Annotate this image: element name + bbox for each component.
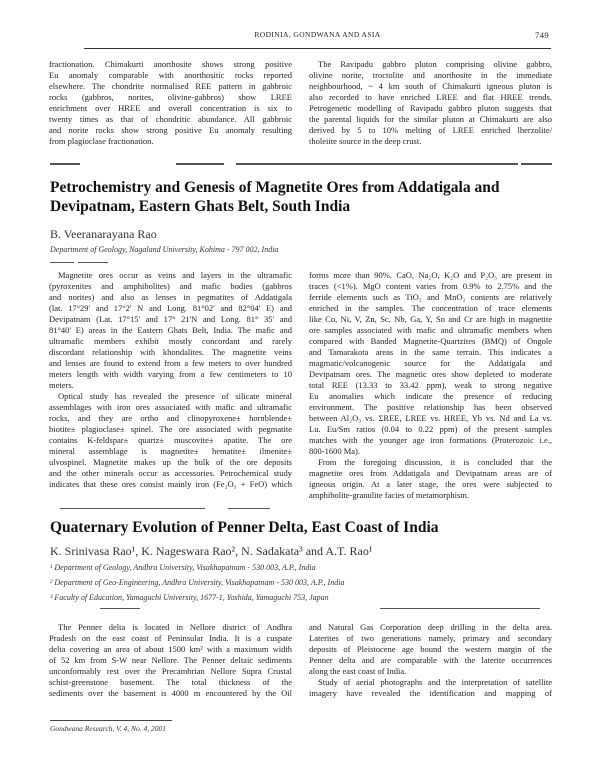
text-line: rocks (gabbros, norites, olivine-gabbros) show LREE	[49, 92, 292, 102]
divider	[228, 508, 270, 509]
text-line: schist-greenstone basement. The total thickness of the	[49, 677, 292, 687]
journal-footer: Gondwana Research, V. 4, No. 4, 2001	[50, 724, 167, 733]
text-line: amphibolite-granulite facies of metamorphism.	[309, 490, 470, 500]
divider	[50, 262, 74, 263]
text-line: along the east coast of India.	[309, 666, 407, 676]
header-rule	[84, 48, 551, 49]
text-line: Devipatnam (Lat. 17°15' and 17° 21'N and Long. 81° 35' and	[49, 314, 292, 324]
text-line: From the foregoing discussion, it is concluded that the	[318, 457, 552, 467]
text-line: biotite± plagioclase± spinel. The ore associated with pegmatite	[49, 424, 292, 434]
article1-title-line: Devipatnam, Eastern Ghats Belt, South India	[50, 198, 351, 215]
text-line: Penner delta and are comparable with the laterite occurrences	[309, 655, 552, 665]
text-line: derived by 5 to 10% melting of LREE enriched lherzolite/	[309, 125, 552, 135]
text-line: neighbourhood, ~ 4 km south of Chimakurti igneous pluton is	[309, 81, 552, 91]
text-line: Petrogenetic modelling of Ravipadu gabbro pluton suggests that	[309, 103, 552, 113]
article1-affiliation: Department of Geology, Nagaland University, Kohima - 797 002, India	[50, 245, 279, 254]
article1-title-line: Petrochemistry and Genesis of Magnetite Ores from Addatigala and	[50, 179, 500, 196]
text-line: 800-1600 Ma).	[309, 446, 360, 456]
text-line: Magnetite ores occur as veins and layers in the ultramafic	[58, 270, 292, 280]
text-line: from plagioclase fractionation.	[49, 136, 154, 146]
footer-rule	[50, 720, 172, 721]
text-line: like Co, Ni, V, Zn, Sc, Nb, Ga, Y, Sn and Cr are high in magnetite	[309, 314, 552, 324]
text-line: deposits of Pleistocene age bound the western margin of the	[309, 644, 552, 654]
text-line: imagery have revealed the identification and mapping of	[309, 688, 552, 698]
text-line: (lat. 17°29' and 17°2' N and Long. 81°02' and 82°04' E) and	[49, 303, 292, 313]
text-line: twenty times as that of chondritic abundance. All gabbroic	[49, 114, 292, 124]
divider	[100, 608, 140, 609]
text-line: igneous origin. At a later stage, the ores were subjected to	[309, 479, 552, 489]
text-line: olivine norite, troctolite and anorthosite in the immediate	[309, 70, 552, 80]
running-header	[84, 30, 551, 44]
text-line: rocks, and they are ortho and clinopyroxene± hornblende±	[49, 413, 292, 423]
text-line: discordant relationship with khondalites. The magnetite veins	[49, 347, 292, 357]
text-line: forms more than 90%. CaO, Na₂O, K₂O and P₂O₅ are present in	[309, 270, 552, 280]
text-line: delta covering an area of about 1500 km² with a maximum width	[49, 644, 292, 654]
article1-title	[50, 178, 499, 216]
text-line: Eu anomalies which indicate the presence of reducing	[309, 391, 552, 401]
text-line: the parental liquids for the similar pluton at Chimakurti are also	[309, 114, 552, 124]
text-line: magmatic/volcanogenic source for the Addatigala and	[309, 358, 552, 368]
text-line: ultramafic members exhibit mostly concordant and rarely	[49, 336, 292, 346]
text-line: matches with the younger age iron formations (Proterozoic i.e.,	[309, 435, 552, 445]
text-line: elsewhere. The chondrite normalised REE pattern in gabbroic	[49, 81, 292, 91]
article2-affiliation: ² Department of Geo-Engineering, Andhra University, Visakhapatnam - 530 003, A.P., India	[50, 578, 345, 587]
text-line: enriched in the samples. The concentration of trace elements	[309, 303, 552, 313]
divider	[78, 262, 108, 263]
prev-article-right-column	[309, 59, 552, 147]
article2-right-column	[309, 622, 552, 699]
text-line: of 52 km from S-W near Nellore. The Penner deltaic sediments	[49, 655, 292, 665]
article2-authors: K. Srinivasa Rao¹, K. Nageswara Rao², N. Sadakata³ and A.T. Rao¹	[50, 544, 373, 558]
prev-article-left-column	[49, 59, 292, 147]
text-line: Study of aerial photographs and the interpretation of satellite	[318, 677, 552, 687]
text-line: and Natural Gas Corporation deep drilling in the delta area.	[309, 622, 552, 632]
text-line: magnetite ores from Addatigala and Devipatnam areas are of	[309, 468, 552, 478]
text-line: assemblages with iron ores associated with mafic and ultramafic	[49, 402, 292, 412]
article2-left-column	[49, 622, 292, 699]
article2-affiliation: ¹ Department of Geology, Andhra University, Visakhapatnam - 530 003, A.P., India	[50, 563, 316, 572]
text-line: environment. The positive relationship has been observed	[309, 402, 552, 412]
text-line: and lenses are found to extend from a few meters to over hundred	[49, 358, 292, 368]
text-line: unconformably rest over the Precambrian Nellore Supra Crustal	[49, 666, 292, 676]
text-line: Devipatnam ores. The magnetic ores show depleted to moderate	[309, 369, 552, 379]
text-line: and norites) and also as lenses in pegmatites of Addatigala	[49, 292, 292, 302]
text-line: also recorded to have enriched LREE and flat HREE trends.	[309, 92, 552, 102]
text-line: meters.	[49, 380, 74, 390]
text-line: sediments over the basement is 4000 m encountered by the Oil	[49, 688, 292, 698]
divider	[236, 163, 518, 165]
text-line: (pyroxenites and amphibolites) and mafic bodies (gabbros	[49, 281, 292, 291]
text-line: fractionation. Chimakurti anorthosite shows strong positive	[49, 59, 292, 69]
text-line: between Al₂O₃ vs. ΣREE, LREE vs. HREE, Yb vs. Nd and La vs.	[309, 413, 552, 423]
text-line: compared with Banded Magnetite-Quartzites (BMQ) of Ongole	[309, 336, 552, 346]
divider	[521, 163, 552, 165]
text-line: ferride elements such as TiO₂ and MnO₂ contents are relatively	[309, 292, 552, 302]
text-line: The Penner delta is located in Nellore district of Andhra	[58, 622, 292, 632]
text-line: tholeiite source in the deep crust.	[309, 136, 422, 146]
text-line: ulvospinel. Magnetite makes up the bulk of the ore deposits	[49, 457, 292, 467]
text-line: 81°40' E) areas in the Eastern Ghats Belt, India. The mafic and	[49, 325, 292, 335]
text-line: ore samples associated with mafic and ultramafic members when	[309, 325, 552, 335]
text-line: Laterites of two generations namely, primary and secondary	[309, 633, 552, 643]
article2-affiliation: ³ Faculty of Education, Yamaguchi University, 1677-1, Yoshida, Yamaguchi 753, Japan	[50, 593, 329, 602]
text-line: and norite rocks show strong positive Eu anomaly resulting	[49, 125, 292, 135]
text-line: and Tamarakota areas in the same terrain. This indicates a	[309, 347, 552, 357]
divider	[380, 608, 540, 609]
article2-title: Quaternary Evolution of Penner Delta, East Coast of India	[50, 519, 439, 536]
text-line: traces (<1%). MgO content varies from 0.9% to 2.75% and the	[309, 281, 552, 291]
text-line: Pradesh on the east coast of Peninsular India. It is a cuspate	[49, 633, 292, 643]
text-line: indicates that these ores consist mainly iron (Fe₂O₃ + FeO) which	[49, 479, 292, 489]
text-line: meters length with width varying from a few centimeters to 10	[49, 369, 292, 379]
divider	[176, 163, 224, 165]
divider	[50, 163, 80, 165]
running-title: RODINIA, GONDWANA AND ASIA	[254, 30, 381, 39]
text-line: contains K-feldspar± quartz± muscovite± apatite. The ore	[49, 435, 292, 445]
text-line: The Ravipadu gabbro pluton comprising olivine gabbro,	[318, 59, 552, 69]
text-line: Eu anomaly comparable with anorthositic rocks reported	[49, 70, 292, 80]
text-line: Optical study has revealed the presence of silicate mineral	[58, 391, 292, 401]
text-line: total REE (13.33 to 33.42 ppm), weak to strong negative	[309, 380, 552, 390]
article1-left-column	[49, 270, 292, 490]
page-number: 749	[535, 30, 549, 40]
article1-author: B. Veeranarayana Rao	[50, 227, 157, 241]
text-line: Lu. Eu/Sm ratios (0.04 to 0.22 ppm) of the present samples	[309, 424, 552, 434]
text-line: mineral assemblage is magnetite± hematite± ilmenite±	[49, 446, 292, 456]
divider	[60, 508, 205, 509]
article1-right-column	[309, 270, 552, 501]
text-line: and the other minerals occur as accessories. Petrochemical study	[49, 468, 292, 478]
text-line: enrichment over HREE and overall concentration is six to	[49, 103, 292, 113]
